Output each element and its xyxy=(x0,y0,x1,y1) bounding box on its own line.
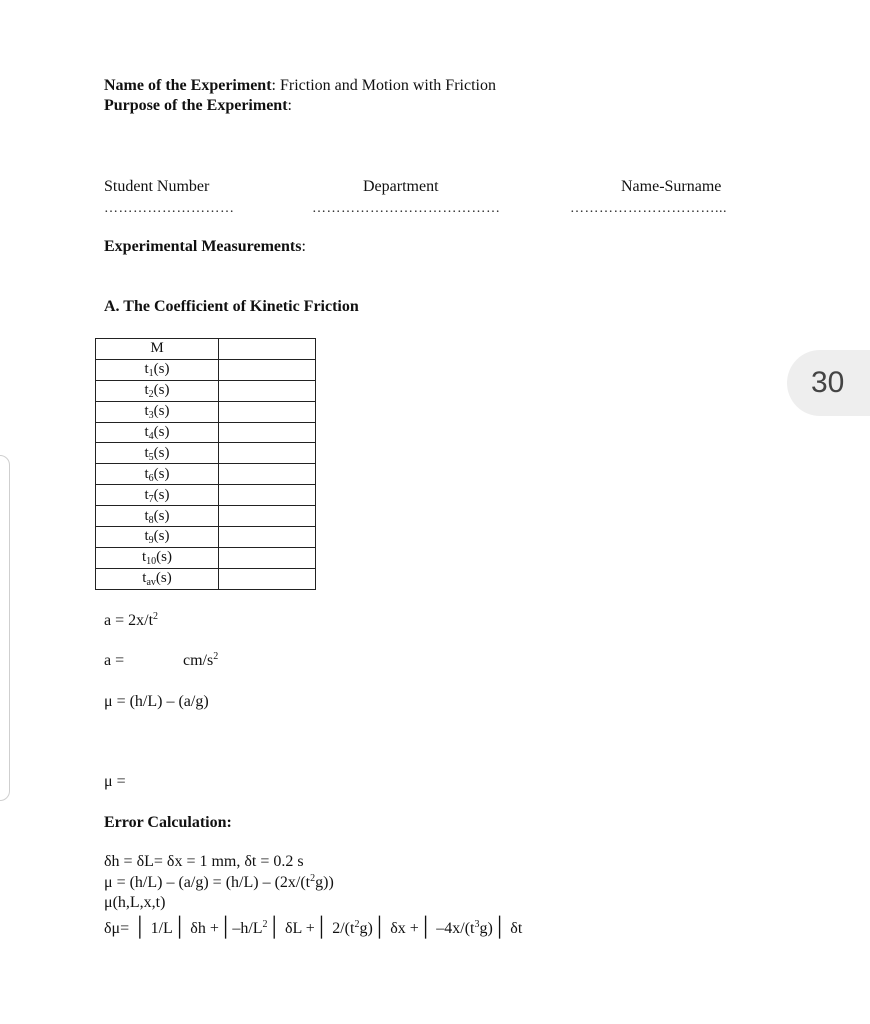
time-value-cell[interactable] xyxy=(219,380,316,401)
measurements-heading: Experimental Measurements: xyxy=(104,238,306,255)
time-label-cell: $t_9(s)$ xyxy=(96,527,219,548)
time-label-cell: $t_2(s)$ xyxy=(96,380,219,401)
student-number-blank[interactable]: ……………………… xyxy=(104,201,235,216)
side-panel-edge xyxy=(0,455,10,801)
table-header-value-cell[interactable] xyxy=(219,339,316,360)
table-row xyxy=(96,547,316,568)
table-row xyxy=(96,380,316,401)
acceleration-unit: $cm/s^2$ xyxy=(183,651,219,669)
table-row xyxy=(96,506,316,527)
time-value-cell[interactable] xyxy=(219,464,316,485)
name-surname-blank[interactable]: …………………………... xyxy=(570,201,727,216)
table-row xyxy=(96,527,316,548)
acceleration-formula: $a = 2x/t^2$ xyxy=(104,611,159,629)
purpose-label: Purpose of the Experiment xyxy=(104,97,288,114)
table-row xyxy=(96,359,316,380)
name-surname-label: Name-Surname xyxy=(621,178,722,195)
time-label-cell: $t_8(s)$ xyxy=(96,506,219,527)
experiment-purpose-line: Purpose of the Experiment: xyxy=(104,97,292,114)
time-label-cell: $t_4(s)$ xyxy=(96,422,219,443)
page-number-badge[interactable] xyxy=(787,350,870,416)
time-label-cell: $t_5(s)$ xyxy=(96,443,219,464)
time-label-cell: $t_1(s)$ xyxy=(96,359,219,380)
table-row xyxy=(96,464,316,485)
time-label-cell: $t_7(s)$ xyxy=(96,485,219,506)
friction-coefficient-result-label: μ = xyxy=(104,773,126,790)
table-row xyxy=(96,401,316,422)
error-calculation-heading: Error Calculation: xyxy=(104,814,232,831)
time-value-cell[interactable] xyxy=(219,527,316,548)
time-value-cell[interactable] xyxy=(219,506,316,527)
error-line-delta-mu: δμ= │ 1/L│ $\delta h +│-h/L^2│$ δL +│ $2/(t^2g)│$ δx +│ $-4x/(t^3g)│$ δt xyxy=(104,917,523,938)
time-value-cell[interactable] xyxy=(219,359,316,380)
department-blank[interactable]: ………………………………… xyxy=(312,201,501,216)
time-label-cell: $t_3(s)$ xyxy=(96,401,219,422)
table-header-row xyxy=(96,339,316,360)
experiment-name-line: Name of the Experiment: Friction and Motion with Friction xyxy=(104,77,496,94)
time-value-cell[interactable] xyxy=(219,547,316,568)
experiment-label: Name of the Experiment xyxy=(104,77,272,94)
time-label-cell: $t_{av}(s)$ xyxy=(96,568,219,589)
table-row xyxy=(96,485,316,506)
student-number-label: Student Number xyxy=(104,178,210,195)
section-a-title: A. The Coefficient of Kinetic Friction xyxy=(104,298,359,315)
friction-coefficient-formula: μ = (h/L) – (a/g) xyxy=(104,693,209,710)
time-value-cell[interactable] xyxy=(219,401,316,422)
table-row xyxy=(96,422,316,443)
time-label-cell: $t_6(s)$ xyxy=(96,464,219,485)
error-line-mu-expansion: $\mu = (h/L) - (a/g) = (h/L) - (2x/(t^2g))$ xyxy=(104,873,334,891)
table-row xyxy=(96,443,316,464)
acceleration-result-label: a = xyxy=(104,652,125,669)
error-line-uncertainties: δh = δL= δx = 1 mm, δt = 0.2 s xyxy=(104,853,304,870)
time-value-cell[interactable] xyxy=(219,443,316,464)
table-header-label: M xyxy=(96,339,219,360)
table-row xyxy=(96,568,316,589)
error-line-mu-variables: μ(h,L,x,t) xyxy=(104,894,166,911)
measurement-table xyxy=(95,338,316,590)
time-label-cell: $t_{10}(s)$ xyxy=(96,547,219,568)
page-number: 30 xyxy=(811,366,845,399)
experiment-value: Friction and Motion with Friction xyxy=(279,77,496,94)
time-value-cell[interactable] xyxy=(219,422,316,443)
time-value-cell[interactable] xyxy=(219,485,316,506)
time-value-cell[interactable] xyxy=(219,568,316,589)
department-label: Department xyxy=(363,178,439,195)
